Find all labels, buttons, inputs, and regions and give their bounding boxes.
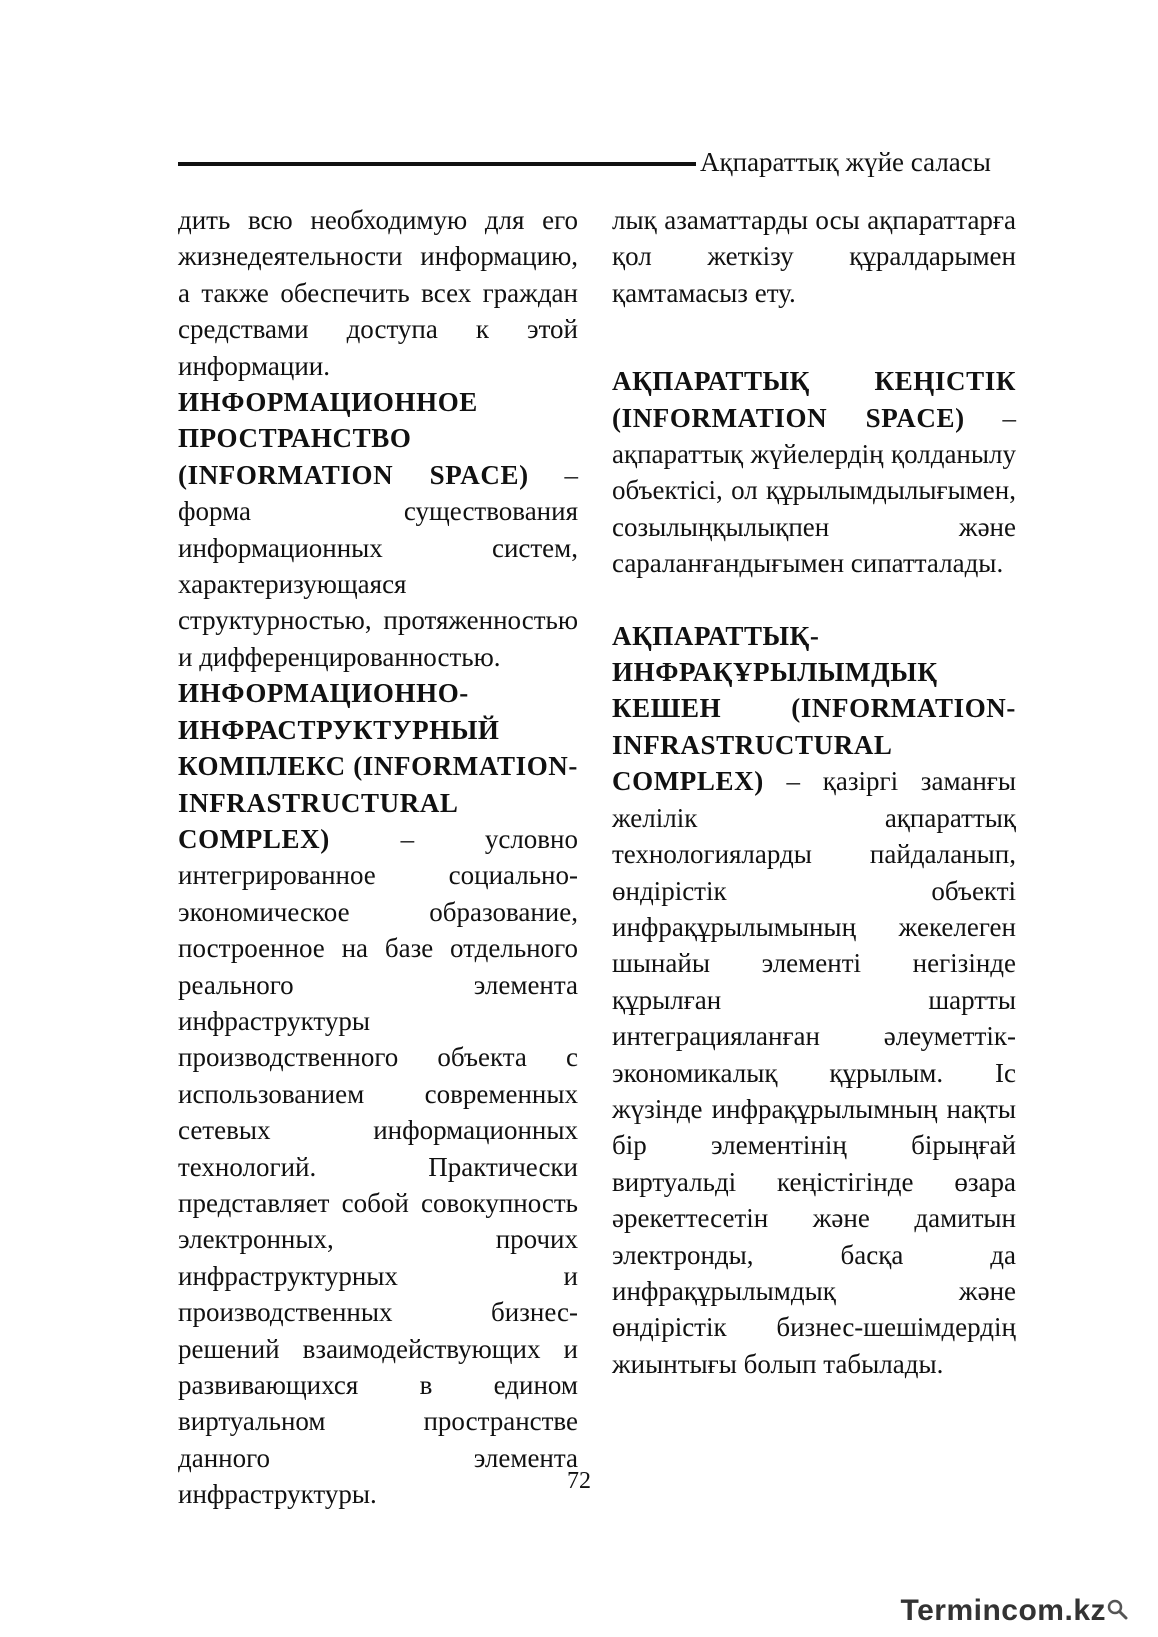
entry-term: ИНФОРМАЦИОННОЕ ПРОСТРАНСТВО (INFORMATION SPACE) — [178, 387, 529, 490]
entry-term: АҚПАРАТТЫҚ КЕҢІСТІК (INFORMATION SPACE) — [612, 366, 1016, 433]
entry-term: ИНФОРМАЦИОННО-ИНФРАСТРУКТУРНЫЙ КОМПЛЕКС (INFORMATION-INFRASTRUCTURAL COMPLEX) — [178, 678, 578, 854]
entry-info-infra-complex-ru — [178, 675, 578, 1512]
spacer — [612, 582, 1016, 618]
running-header: Ақпараттық жүйе саласы — [700, 147, 991, 177]
entry-definition: – форма существования информационных систем, характеризующаяся структурностью, протяженностью и дифференцированностью. — [178, 459, 579, 672]
entry-information-space-kz — [612, 363, 1016, 581]
watermark-text: Termincom.kz — [900, 1594, 1106, 1627]
header-rule — [178, 162, 696, 166]
entry-definition: – условно интегрированное социально-экономическое образование, построенное на базе отдельного реального элемента инфраструктуры производственного объекта с использованием современных сетевых информационных технологий. Практически представляет собой совокупность электронных, прочих инфраструктурных и производственных бизнес-решений взаимодействующих и развивающихся в едином виртуальном пространстве данного элемента инфраструктуры. — [178, 823, 578, 1510]
entry-definition: – ақпараттық жүйелердің қолданылу объектісі, ол құрылымдылығымен, созылыңқылықпен және сараланғандығымен сипатталады. — [612, 402, 1017, 579]
entry-term: АҚПАРАТТЫҚ-ИНФРАҚҰРЫЛЫМДЫҚ КЕШЕН (INFORMATION-INFRASTRUCTURAL COMPLEX) — [612, 620, 1016, 797]
right-intro-text: лық азаматтарды осы ақпараттарға қол жеткізу құралдарымен қамтамасыз ету. — [612, 205, 1016, 308]
site-watermark[interactable] — [901, 1592, 1129, 1630]
magnifier-icon — [1106, 1594, 1128, 1628]
left-intro-text: дить всю необходимую для его жизнедеятельности информацию, а также обеспечить всех граждан средствами доступа к этой информации. — [178, 205, 578, 381]
page-number: 72 — [567, 1468, 591, 1494]
entry-definition: – қазіргі заманғы желілік ақпараттық технологияларды пайдаланып, өндірістік объекті инфрақұрылымының жекелеген шынайы элементі негізінде құрылған шартты интеграцияланған әлеуметтік-экономикалық құрылым. Іс жүзінде инфрақұрылымның нақты бір элементінің бірыңғай виртуальді кеңістігінде өзара әрекеттесетін және дамитын электронды, басқа да инфрақұрылымдық және өндірістік бизнес-шешімдердің жиынтығы болып табылады. — [612, 766, 1016, 1379]
entry-information-space-ru — [178, 384, 578, 675]
right-column — [612, 202, 1016, 1382]
left-column — [178, 202, 578, 1513]
spacer — [612, 311, 1016, 363]
entry-info-infra-complex-kz — [612, 618, 1016, 1383]
